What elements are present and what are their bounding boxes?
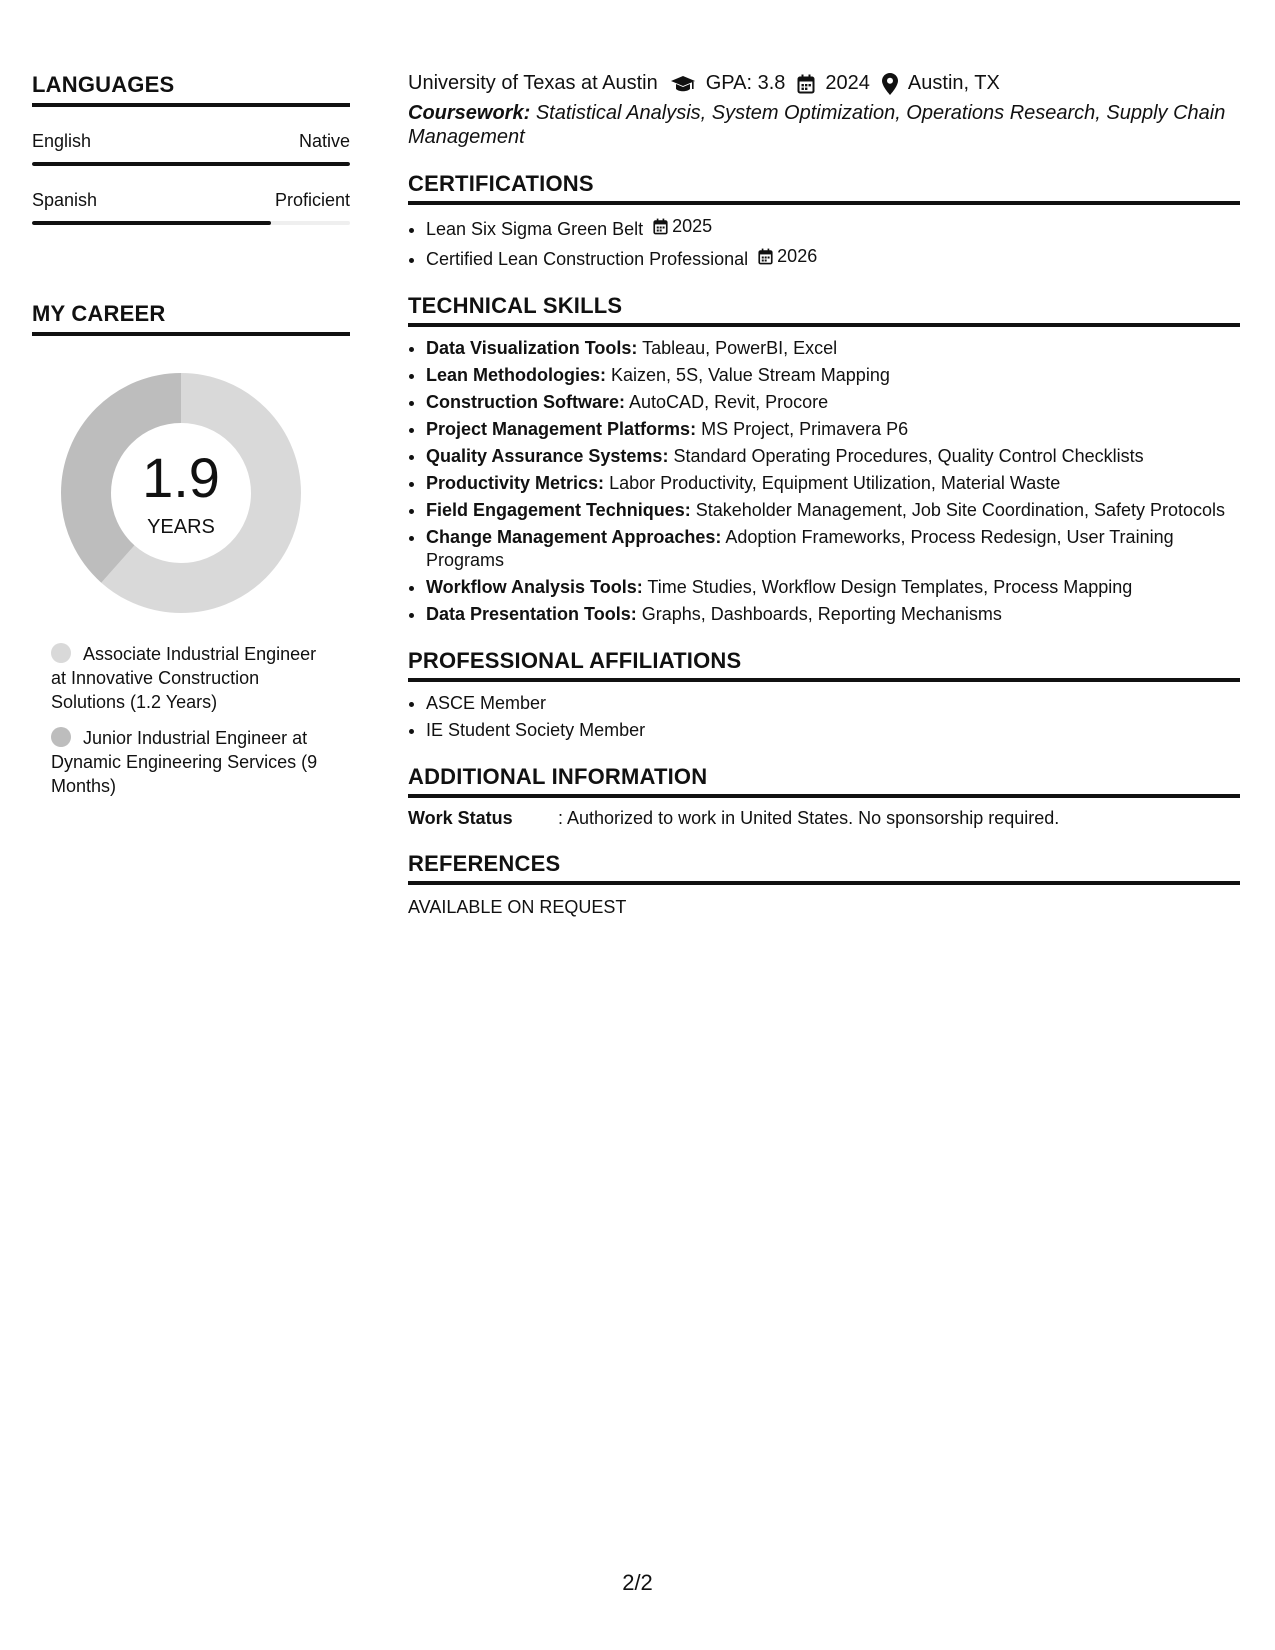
career-section [32,301,350,798]
language-item [32,131,350,166]
skills-list [408,337,1240,626]
certifications-section [408,171,1240,271]
language-level: Native [298,131,350,151]
work-status-row [408,808,1240,829]
skill-values: Time Studies, Workflow Design Templates, Process Mapping [647,577,1133,597]
languages-section [32,72,350,225]
graduation-cap-icon [670,74,696,94]
certification-name: Lean Six Sigma Green Belt [426,219,644,239]
skill-values: Tableau, PowerBI, Excel [642,338,838,358]
career-legend [51,642,336,798]
location-pin-icon [882,73,898,95]
affiliations-title: PROFESSIONAL AFFILIATIONS [408,648,1240,682]
additional-info-title: ADDITIONAL INFORMATION [408,764,1240,798]
calendar-icon [653,218,672,235]
language-proficiency-bar [32,221,350,225]
skill-category: Field Engagement Techniques: [426,500,691,520]
certifications-title: CERTIFICATIONS [408,171,1240,205]
certification-item [426,245,1240,271]
language-proficiency-bar [32,162,350,166]
career-total-years: 1.9 [142,446,220,509]
left-column [32,72,350,810]
skill-category: Change Management Approaches: [426,527,722,547]
career-title: MY CAREER [32,301,350,336]
skill-values: Labor Productivity, Equipment Utilization, Material Waste [609,473,1061,493]
skills-title: TECHNICAL SKILLS [408,293,1240,327]
gpa: GPA: 3.8 [705,72,786,94]
language-level: Proficient [274,190,350,210]
skill-item [426,603,1240,626]
career-legend-item [51,726,336,798]
skill-values: Kaizen, 5S, Value Stream Mapping [611,365,890,385]
skill-item [426,337,1240,360]
school-location: Austin, TX [907,72,1000,94]
additional-info-section [408,764,1240,829]
language-list [32,131,350,225]
coursework-label: Coursework: [408,102,531,124]
graduation-year: 2024 [825,72,870,94]
skill-item [426,526,1240,572]
work-status-label: Work Status [408,808,513,828]
page-number: 2/2 [622,1570,653,1595]
skill-item [426,472,1240,495]
skill-item [426,364,1240,387]
references-section [408,851,1240,918]
skill-values: Graphs, Dashboards, Reporting Mechanisms [641,604,1002,624]
calendar-icon [797,74,815,94]
work-status-value: : Authorized to work in United States. No sponsorship required. [558,808,1060,828]
language-name: Spanish [32,190,98,210]
language-name: English [32,131,92,151]
career-years-unit: YEARS [147,516,215,538]
legend-dot-icon [51,643,71,663]
affiliations-list [408,692,1240,742]
education-section [408,72,1240,149]
career-legend-item [51,642,336,714]
legend-dot-icon [51,727,71,747]
skill-item [426,445,1240,468]
skill-category: Workflow Analysis Tools: [426,577,643,597]
skill-values: Standard Operating Procedures, Quality Control Checklists [673,446,1144,466]
skill-category: Data Visualization Tools: [426,338,638,358]
references-title: REFERENCES [408,851,1240,885]
skill-category: Quality Assurance Systems: [426,446,669,466]
skills-section [408,293,1240,626]
language-proficiency-fill [32,162,350,166]
languages-title: LANGUAGES [32,72,350,107]
school-name: University of Texas at Austin [408,72,658,94]
certification-item [426,215,1240,241]
coursework-list: Statistical Analysis, System Optimization, Operations Research, Supply Chain Management [408,102,1226,148]
affiliation-item: • ASCE Member [426,692,1240,715]
legend-label: Junior Industrial Engineer at Dynamic Engineering Services (9 Months) [51,728,318,796]
skill-item [426,418,1240,441]
skill-values: MS Project, Primavera P6 [701,419,909,439]
skill-item [426,576,1240,599]
affiliations-section [408,648,1240,742]
right-column [408,72,1240,918]
certification-year: 2025 [672,216,713,236]
skill-values: AutoCAD, Revit, Procore [629,392,829,412]
skill-item [426,391,1240,414]
references-text: AVAILABLE ON REQUEST [408,897,627,917]
certification-name: Certified Lean Construction Professional [426,249,749,269]
skill-category: Data Presentation Tools: [426,604,637,624]
skill-category: Lean Methodologies: [426,365,606,385]
skill-values: Adoption Frameworks, Process Redesign, User Training Programs [426,527,1174,570]
skill-category: Productivity Metrics: [426,473,605,493]
language-item [32,190,350,225]
skill-item [426,499,1240,522]
skill-category: Construction Software: [426,392,626,412]
certification-year: 2026 [777,246,818,266]
language-proficiency-fill [32,221,271,225]
skill-values: Stakeholder Management, Job Site Coordination, Safety Protocols [695,500,1226,520]
legend-label: Associate Industrial Engineer at Innovative Construction Solutions (1.2 Years) [51,644,317,712]
education-line [408,72,1240,95]
calendar-icon [758,248,777,265]
certifications-list [408,215,1240,271]
skill-category: Project Management Platforms: [426,419,697,439]
affiliation-item: • IE Student Society Member [426,719,1240,742]
coursework [408,101,1240,149]
career-donut-chart [56,368,306,618]
